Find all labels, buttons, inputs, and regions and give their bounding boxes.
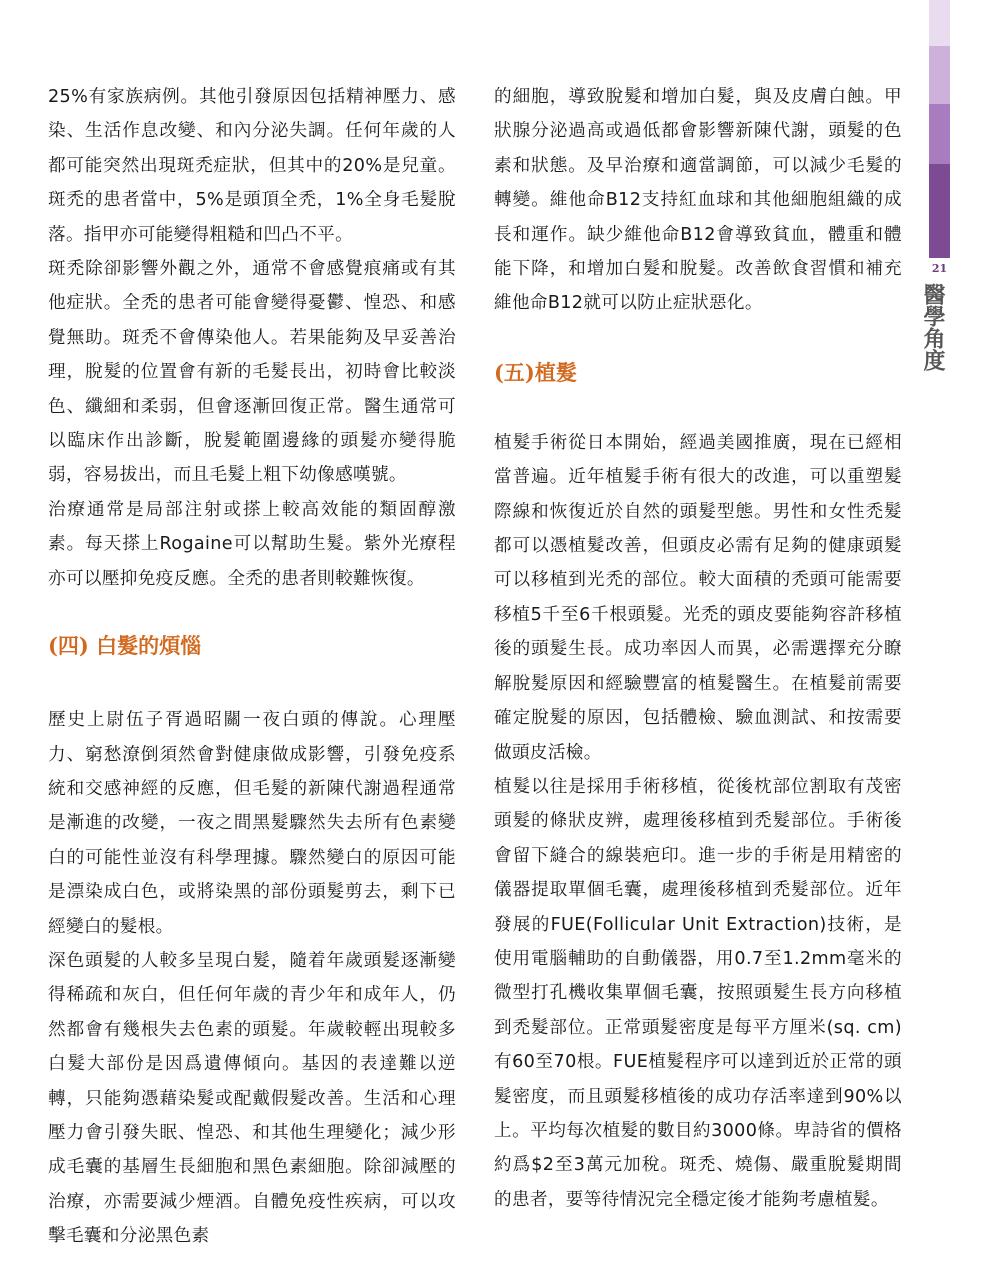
paragraph: 25%有家族病例。其他引發原因包括精神壓力、感染、生活作息改變、和內分泌失調。任何年歲的人都可能突然出現斑禿症狀，但其中的20%是兒童。斑禿的患者當中，5%是頭頂全禿，1%全身毛髮脫落。指甲亦可能變得粗糙和凹凸不平。 [48, 87, 456, 245]
section-label: 醫學角度 [920, 283, 946, 371]
strip-segment [929, 0, 950, 46]
paragraph: 治療通常是局部注射或搽上較高效能的類固醇激素。每天搽上Rogaine可以幫助生髮。紫外光療程亦可以壓抑免疫反應。全禿的患者則較難恢復。 [48, 499, 456, 589]
paragraph: 植髮手術從日本開始，經過美國推廣，現在已經相當普遍。近年植髮手術有很大的改進，可以重塑髮際線和恢復近於自然的頭髮型態。男性和女性禿髮都可以憑植髮改善，但頭皮必需有足夠的健康頭髮可以移植到光禿的部位。較大面積的禿頭可能需要移植5千至6千根頭髮。光禿的頭皮要能夠容許移植後的頭髮生長。成功率因人而異，必需選擇充分瞭解脫髮原因和經驗豐富的植髮醫生。在植髮前需要確定脫髮的原因，包括體檢、驗血測試、和按需要做頭皮活檢。 [494, 432, 902, 763]
strip-segment [929, 46, 950, 104]
section-heading-hair-transplant: (五)植髮 [494, 359, 577, 385]
paragraph: 斑禿除卻影響外觀之外，通常不會感覺痕痛或有其他症狀。全禿的患者可能會變得憂鬱、惶恐、和感覺無助。斑禿不會傳染他人。若果能夠及早妥善治理，脫髮的位置會有新的毛髮長出，初時會比較淡色、纖細和柔弱，但會逐漸回復正常。醫生通常可以臨床作出診斷，脫髮範圍邊緣的頭髮亦變得脆弱，容易拔出，而且毛髮上粗下幼像感嘆號。 [48, 259, 456, 486]
color-strip [929, 0, 950, 258]
paragraph: 的細胞，導致脫髮和增加白髮，與及皮膚白蝕。甲狀腺分泌過高或過低都會影響新陳代謝，頭髮的色素和狀態。及早治療和適當調節，可以減少毛髮的轉變。維他命B12支持紅血球和其他細胞組織的成長和運作。缺少維他命B12會導致貧血，體重和體能下降，和增加白髮和脫髮。改善飲食習慣和補充維他命B12就可以防止症狀惡化。 [494, 87, 902, 314]
page-number: 21 [931, 262, 948, 275]
paragraph: 深色頭髮的人較多呈現白髮，隨着年歲頭髮逐漸變得稀疏和灰白，但任何年歲的青少年和成年人，仍然都會有幾根失去色素的頭髮。年歲較輕出現較多白髮大部份是因爲遺傳傾向。基因的表達難以逆轉，只能夠憑藉染髮或配戴假髮改善。生活和心理壓力會引發失眠、惶恐、和其他生理變化；減少形成毛囊的基層生長細胞和黑色素細胞。除卻減壓的治療，亦需要減少煙酒。自體免疫性疾病，可以攻擊毛囊和分泌黑色素 [48, 950, 456, 1247]
strip-segment [929, 164, 950, 258]
paragraph: 植髮以往是採用手術移植，從後枕部位割取有茂密頭髮的條狀皮辨，處理後移植到禿髮部位。手術後會留下縫合的線裝疤印。進一步的手術是用精密的儀器提取單個毛囊，處理後移植到禿髮部位。近年發展的FUE(Follicular Unit Extraction)技術，是使用電腦輔助的自動儀器，用0.7至1.2mm毫米的微型打孔機收集單個毛囊，按照頭髮生長方向移植到禿髮部位。正常頭髮密度是每平方厘米(sq. cm)有60至70根。FUE植髮程序可以達到近於正常的頭髮密度，而且頭髮移植後的成功存活率達到90%以上。平均每次植髮的數目約3000條。卑詩省的價格約爲$2至3萬元加稅。斑禿、燒傷、嚴重脫髮期間的患者，要等待情況完全穩定後才能夠考慮植髮。 [494, 776, 902, 1210]
left-column [48, 80, 456, 1254]
right-column [494, 80, 902, 1217]
section-heading-grey-hair: (四) 白髮的煩惱 [48, 633, 202, 659]
strip-segment [929, 104, 950, 164]
paragraph: 歷史上尉伍子胥過昭關一夜白頭的傳說。心理壓力、窮愁潦倒須然會對健康做成影響，引發免疫系統和交感神經的反應，但毛髮的新陳代謝過程通常是漸進的改變，一夜之間黑髮驟然失去所有色素變白的可能性並沒有科學理據。驟然變白的原因可能是漂染成白色，或將染黑的部份頭髮剪去，剩下已經變白的髮根。 [48, 710, 456, 937]
